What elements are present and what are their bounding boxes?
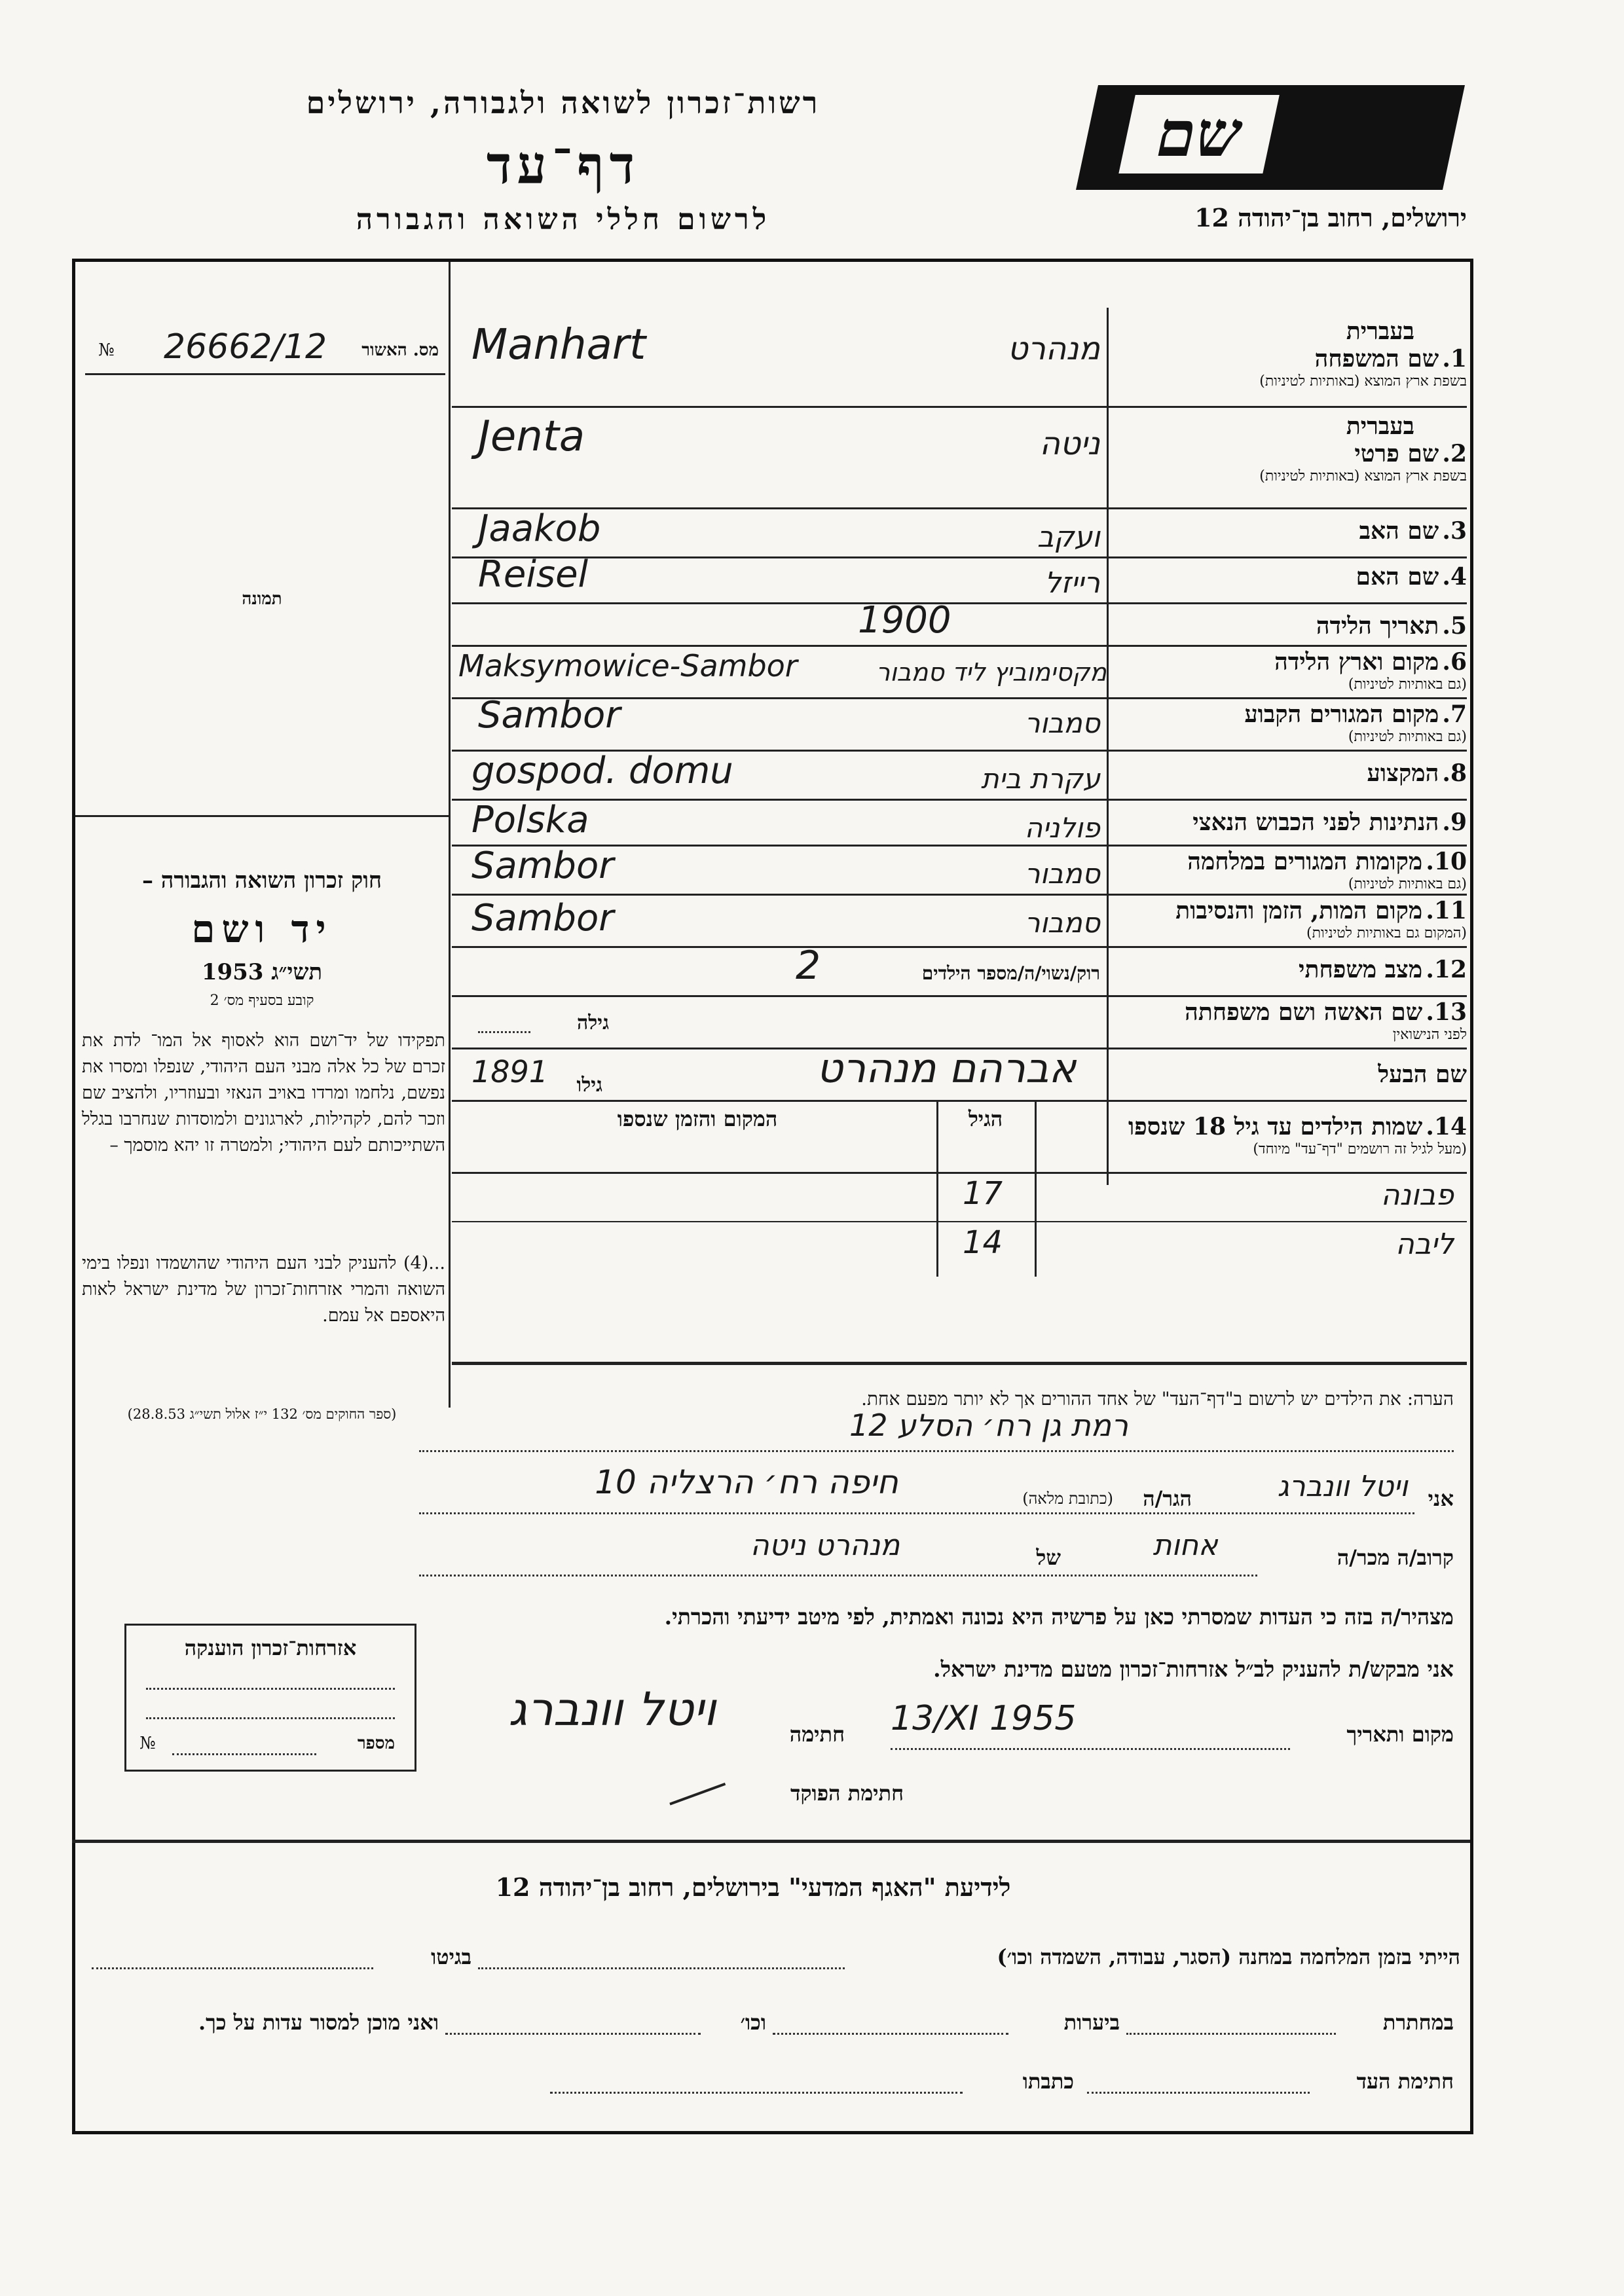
child-1-age: 17 — [963, 1175, 1003, 1212]
citizenship-dots-2 — [146, 1717, 395, 1719]
field-4-line — [452, 602, 1467, 604]
children-sub: (מעל לגיל זה רושמים "דף־עד" מיוחד) — [1253, 1141, 1467, 1157]
children-count: 2 — [796, 943, 821, 989]
footer-line2-a: במחתרת — [1382, 2010, 1454, 2035]
wife-age-dots — [478, 1031, 530, 1033]
footer-line1-a: הייתי בזמן המלחמה במחנה (הסגר, עבודה, השמדה וכו׳) — [997, 1944, 1460, 1969]
field-2-label: שם פרטי — [1354, 440, 1439, 467]
field-8 — [1113, 759, 1467, 787]
field-3-hebrew: ועקב — [1037, 520, 1100, 554]
wife-age-label: גילה — [576, 1011, 609, 1034]
children-num: 14. — [1426, 1113, 1467, 1140]
footer-line2-d: ואני מוכן למסור עדות על כך. — [198, 2010, 439, 2035]
form-subtitle: לרשום חללי השואה והגבורה — [356, 203, 771, 236]
field-11-hebrew: סמבור — [1024, 907, 1100, 939]
declarant-name: ויטל וונברג — [1277, 1470, 1408, 1503]
statement-2: אני מבקש/ת להעניק לב״ל אזרחות־זכרון מטעם מדינת ישראל. — [933, 1656, 1454, 1682]
citizenship-box — [124, 1624, 416, 1772]
field-3 — [1113, 517, 1467, 545]
field-2-line — [452, 507, 1467, 509]
footer-line3-b: כתבתו — [1022, 2069, 1074, 2094]
field-5-label: תאריך הלידה — [1316, 612, 1439, 640]
child-row-2 — [452, 1224, 1467, 1270]
field-13-sub: לפני הנישואין — [1392, 1027, 1467, 1043]
field-2 — [1113, 412, 1467, 484]
signature-label: חתימה — [789, 1722, 845, 1747]
field-7 — [1113, 701, 1467, 745]
field-2-hebrew: ניטה — [1039, 426, 1100, 462]
footer-line2-dots-b — [773, 2033, 1008, 2035]
child-row-1 — [452, 1175, 1467, 1221]
authority-title: רשות־זכרון לשואה ולגבורה, ירושלים — [306, 85, 821, 120]
address-value: חיפה רח׳ הרצליה 10 — [595, 1463, 898, 1501]
field-11-sub: (המקום גם באותיות לטיניות) — [1306, 925, 1467, 941]
note-text: הערה: את הילדים יש לרשום ב"דף־העד" של אחד ההורים אך לא יותר מפעם אחת. — [861, 1388, 1454, 1410]
field-5-line — [452, 645, 1467, 647]
field-11-line — [452, 946, 1467, 948]
field-6-latin: Maksymowice-Sambor — [458, 648, 798, 683]
signature-value: ויטל וונברג — [508, 1683, 716, 1736]
field-8-latin: gospod. domu — [471, 750, 733, 792]
field-3-label: שם האב — [1359, 517, 1439, 545]
field-5-value: 1900 — [858, 599, 951, 642]
footer-line2-c: וכו׳ — [740, 2010, 766, 2035]
child-2-name: ליבה — [1395, 1228, 1454, 1261]
relation-label: קרוב/ה מכר/ה — [1337, 1545, 1454, 1570]
field-1-num: 1. — [1442, 345, 1467, 373]
child-row-1-line — [452, 1221, 1467, 1222]
labels-divider — [1107, 308, 1109, 1185]
field-1-tag: בעברית — [1346, 318, 1414, 345]
field-3-line — [452, 556, 1467, 558]
footer-line3-a: חתימת העד — [1356, 2069, 1454, 2094]
field-12 — [1113, 956, 1467, 983]
field-7-latin: Sambor — [478, 694, 621, 737]
footer-line3-dots-a — [1087, 2092, 1310, 2094]
field-10-line — [452, 894, 1467, 896]
citizenship-title: אזרחות־זכרון הוענקה — [184, 1635, 357, 1660]
law-title: חוק זכרון השואה והגבורה – — [141, 867, 382, 894]
logo-text: שם — [1118, 95, 1280, 173]
i-label: אני — [1428, 1486, 1454, 1511]
husband-line — [452, 1100, 1467, 1102]
law-name: יד ושם — [191, 907, 333, 951]
field-13-label: שם האשה ושם משפחתה — [1185, 998, 1423, 1026]
field-6-hebrew: מקסימוביץ ליד סמבור — [876, 658, 1107, 687]
field-9-label: הנתינות לפני הכבוש הנאצי — [1192, 809, 1439, 836]
field-10-sub: (גם באותיות לטיניות) — [1348, 876, 1467, 892]
field-4 — [1113, 563, 1467, 591]
field-7-num: 7. — [1442, 701, 1467, 728]
note-dots — [419, 1450, 1454, 1452]
col-place-header: המקום והזמן שנספו — [617, 1106, 778, 1131]
citizenship-dots-1 — [146, 1688, 395, 1690]
photo-box-bottom — [75, 815, 450, 817]
handwritten-note: רמת גן רח׳ הסלע 12 — [849, 1408, 1128, 1443]
children-header-line — [452, 1172, 1467, 1174]
law-year: תשי״ג 1953 — [201, 959, 323, 985]
husband-age-label: גילו — [576, 1074, 602, 1097]
field-2-sub: בשפת ארץ המוצא (באותיות לטיניות) — [1259, 468, 1467, 484]
footer-line3-dots-b — [550, 2092, 963, 2094]
of-value: מנהרט ניטה — [750, 1529, 900, 1562]
field-3-latin: Jaakob — [478, 507, 601, 550]
husband-name: אברהם מנהרט — [816, 1044, 1077, 1092]
field-9-num: 9. — [1442, 809, 1467, 836]
field-10-hebrew: סמבור — [1024, 858, 1100, 890]
approval-number: 26662/12 — [164, 327, 327, 367]
officer-label: חתימת הפוקד — [790, 1781, 904, 1806]
field-4-hebrew: רייזל — [1044, 566, 1100, 600]
field-1-label: שם המשפחה — [1314, 345, 1439, 373]
yad-vashem-logo — [1076, 85, 1465, 190]
field-7-sub: (גם באותיות לטיניות) — [1348, 729, 1467, 745]
child-1-name: פבונה — [1380, 1178, 1454, 1212]
left-column-divider — [449, 262, 451, 1408]
field-1-sub: בשפת ארץ המוצא (באותיות לטיניות) — [1259, 373, 1467, 390]
place-date-value: 13/XI 1955 — [891, 1699, 1077, 1738]
header-address: ירושלים, רחוב בן־יהודה 12 — [1194, 203, 1467, 232]
field-10-latin: Sambor — [471, 845, 614, 887]
field-12-line — [452, 995, 1467, 997]
footer-line1-dots-a — [478, 1967, 845, 1969]
no-symbol: № — [98, 340, 115, 360]
field-4-label: שם האם — [1356, 563, 1439, 591]
address-hint: (כתובת מלאה) — [1022, 1489, 1113, 1508]
citizenship-no-symbol: № — [139, 1734, 156, 1753]
field-1-hebrew: מנהרט — [1007, 331, 1100, 367]
field-1 — [1113, 318, 1467, 390]
law-reference: (ספר החוקים מס׳ 132 י״ז אלול תשי״ג 28.8.53) — [127, 1406, 397, 1422]
footer-line2-dots-c — [445, 2033, 701, 2035]
citizenship-number-label: מספר — [357, 1734, 395, 1753]
field-6 — [1113, 648, 1467, 693]
field-4-latin: Reisel — [478, 553, 589, 596]
field-7-label: מקום המגורים הקבוע — [1244, 701, 1439, 728]
relation-dots — [419, 1575, 1257, 1576]
footer-line2-dots-a — [1126, 2033, 1336, 2035]
field-3-num: 3. — [1442, 517, 1467, 545]
field-9 — [1113, 809, 1467, 836]
child-2-age: 14 — [963, 1224, 1003, 1261]
field-6-sub: (גם באותיות לטיניות) — [1348, 676, 1467, 693]
field-12-num: 12. — [1426, 956, 1467, 983]
relation-value: אחות — [1153, 1529, 1218, 1562]
field-9-latin: Polska — [471, 799, 589, 841]
field-8-num: 8. — [1442, 759, 1467, 787]
field-8-label: המקצוע — [1367, 759, 1439, 787]
footer-divider — [72, 1840, 1470, 1843]
approval-row — [85, 327, 442, 367]
photo-label: תמונה — [242, 589, 282, 609]
field-2-latin: Jenta — [478, 412, 585, 461]
law-clause: קובע בסעיף מס׳ 2 — [210, 993, 314, 1009]
field-1-latin: Manhart — [471, 321, 646, 369]
field-13 — [1113, 998, 1467, 1043]
field-8-line — [452, 799, 1467, 801]
field-12-label: מצב משפחתי — [1299, 956, 1423, 983]
field-4-num: 4. — [1442, 563, 1467, 591]
field-5-num: 5. — [1442, 612, 1467, 640]
husband-row — [1113, 1061, 1467, 1088]
footer-title: לידיעת "האגף המדעי" בירושלים, רחוב בן־יהודה 12 — [495, 1872, 1011, 1902]
field-8-hebrew: עקרת בית — [980, 763, 1100, 795]
field-6-num: 6. — [1442, 648, 1467, 676]
statement-1: מצהיר/ה בזה כי העדות שמסרתי כאן על פרשיה היא נכונה ואמתית, לפי מיטב ידיעתי והכרתי. — [664, 1604, 1454, 1630]
field-11-latin: Sambor — [471, 897, 614, 939]
field-2-tag: בעברית — [1346, 412, 1414, 440]
children-header — [1113, 1113, 1467, 1157]
law-text-2: ...(4) להעניק לבני העם היהודי שהושמדו ונפלו בימי השואה והמרי אזרחות־זכרון של מדינת ישראל לאות היאספם אל עמם. — [82, 1253, 445, 1326]
footer-line1-dots-b — [92, 1967, 373, 1969]
field-11-num: 11. — [1426, 897, 1467, 924]
children-table-bottom — [452, 1362, 1467, 1365]
field-6-label: מקום וארץ הלידה — [1274, 648, 1439, 676]
of-label: של — [1036, 1545, 1061, 1570]
citizenship-dots-3 — [172, 1753, 316, 1755]
field-10 — [1113, 848, 1467, 892]
field-5 — [1113, 612, 1467, 640]
husband-age: 1891 — [471, 1054, 549, 1089]
field-7-hebrew: סמבור — [1024, 707, 1100, 739]
resident-label: הגר/ה — [1143, 1486, 1192, 1511]
col-age-header: הגיל — [968, 1106, 1003, 1131]
approval-label: מס. האשור — [361, 340, 439, 360]
field-10-num: 10. — [1426, 848, 1467, 875]
field-13-num: 13. — [1426, 998, 1467, 1026]
children-label: שמות הילדים עד גיל 18 שנספו — [1128, 1113, 1423, 1140]
address-dots — [419, 1512, 1414, 1514]
form-title: דף־עד — [486, 134, 640, 196]
place-date-dots — [891, 1748, 1290, 1750]
field-9-hebrew: פולניה — [1024, 812, 1100, 844]
field-1-line — [452, 406, 1467, 408]
field-10-label: מקומות המגורים במלחמה — [1187, 848, 1423, 875]
field-11 — [1113, 897, 1467, 941]
field-2-num: 2. — [1442, 440, 1467, 467]
law-text-1: תפקידו של יד־ושם הוא לאסוף אל המו־ לדת את זכרם של כל אלה מבני העם היהודי, שנפלו ומסרו את נפשם, נלחמו ומרדו באויב הנאזי ובעוזריו, ולהציב שם וזכר להם, לקהילות, לארגונים ולמוסדות שנחרבו בגלל השתייכותם לעם היהודי; ולמטרה זו יהא מוסמך – — [82, 1030, 445, 1156]
approval-underline — [85, 373, 445, 375]
marital-status-label: רוק/נשוי/ה/מספר הילדים — [921, 962, 1100, 984]
place-date-label: מקום ותאריך — [1346, 1722, 1454, 1747]
field-11-label: מקום המות, הזמן והנסיבות — [1175, 897, 1423, 924]
footer-line2-b: ביערות — [1063, 2010, 1120, 2035]
footer-line1-b: בגיטו — [431, 1944, 471, 1969]
husband-label: שם הבעל — [1378, 1061, 1467, 1088]
